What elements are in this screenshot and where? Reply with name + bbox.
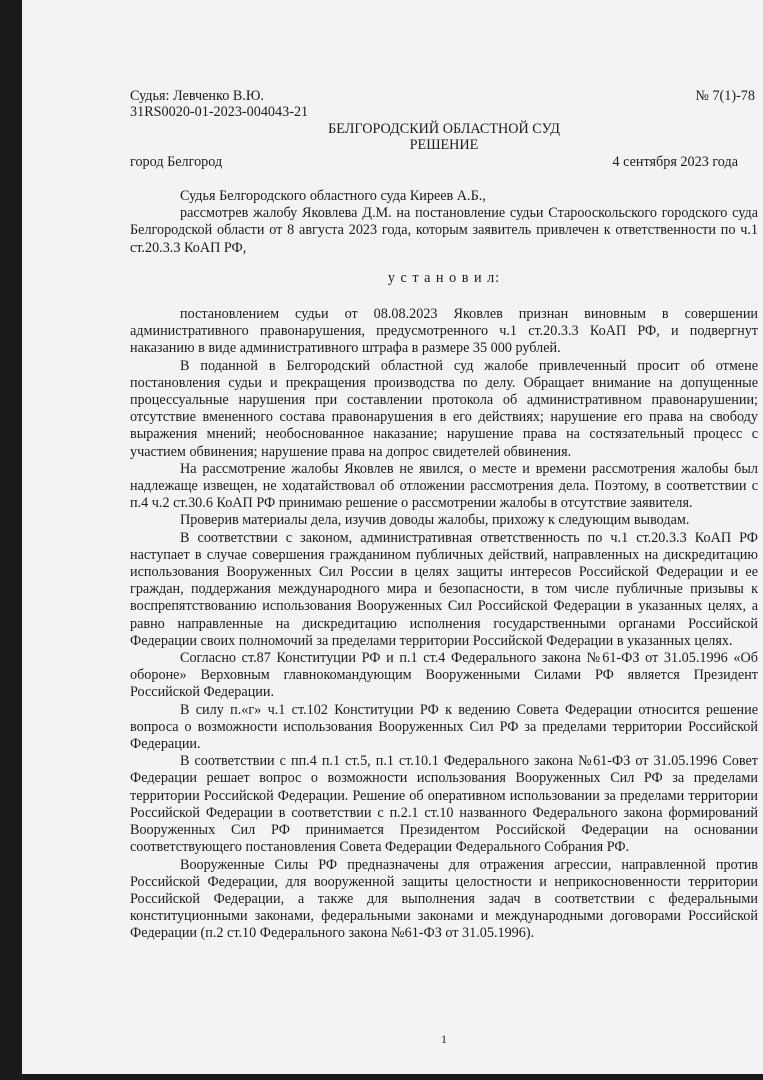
paragraph: В поданной в Белгородский областной суд жалобе привлеченный просит об отмене постановления судьи и прекращения производства по делу. Обращает внимание на допущенные процессуальные нарушения при составлении протокола об административном правонарушении; отсутствие вмененного состава правонарушения в его действиях; нарушение его права на свободу выражения мнений; необоснованное наказание; нарушение права на состязательный процесс с участием обвинения; нарушение права на допрос свидетелей обвинения. <box>130 357 758 460</box>
page-number: 1 <box>441 1032 447 1046</box>
paragraph: В соответствии с законом, административная ответственность по ч.1 ст.20.3.3 КоАП РФ наступает в случае совершения гражданином публичных действий, направленных на дискредитацию использования Вооруженных Сил России в целях защиты интересов Российской Федерации и ее граждан, поддержания международного мира и безопасности, в том числе публичные призывы к воспрепятствованию использования Вооруженных Сил Российской Федерации в указанных целях, а равно направленные на дискредитацию исполнения государственными органами Российской Федерации своих полномочий за пределами территории Российской Федерации в указанных целях. <box>130 529 758 649</box>
intro-judge: Судья Белгородского областного суда Киреев А.Б., <box>180 188 486 204</box>
paragraph: Проверив материалы дела, изучив доводы жалобы, прихожу к следующим выводам. <box>180 512 690 529</box>
document-type: РЕШЕНИЕ <box>409 137 479 153</box>
paragraph: Вооруженные Силы РФ предназначены для отражения агрессии, направленной против Российской Федерации, для вооруженной защиты целостности и неприкосновенности территории Российской Федерации, а также для выполнения задач в соответствии с федеральными конституционными законами, федеральными законами и международными договорами Российской Федерации (п.2 ст.10 Федерального закона №61-ФЗ от 31.05.1996). <box>130 856 758 942</box>
intro-considering: рассмотрев жалобу Яковлева Д.М. на постановление судьи Старооскольского городского суда Белгородской области от 8 августа 2023 года, которым заявитель привлечен к ответственности по ч.1 ст.20.3.3 КоАП РФ, <box>130 205 758 256</box>
paragraph: постановлением судьи от 08.08.2023 Яковлев признан виновным в совершении административного правонарушения, предусмотренного ч.1 ст.20.3.3 КоАП РФ, и подвергнут наказанию в виде административного штрафа в размере 35 000 рублей. <box>130 306 758 357</box>
section-heading: у с т а н о в и л: <box>387 270 501 286</box>
paragraph: На рассмотрение жалобы Яковлев не явился, о месте и времени рассмотрения жалобы был надлежаще извещен, не ходатайствовал об отложении рассмотрения дела. Поэтому, в соответствии с п.4 ч.2 ст.30.6 КоАП РФ принимаю решение о рассмотрении жалобы в отсутствие заявителя. <box>130 460 758 512</box>
paragraph: Согласно ст.87 Конституции РФ и п.1 ст.4 Федерального закона №61-ФЗ от 31.05.1996 «Об обороне» Верховным главнокомандующим Вооруженными Силами РФ является Президент Российской Федерации. <box>130 650 758 701</box>
judge-name: Судья: Левченко В.Ю. <box>130 88 264 104</box>
city: город Белгород <box>130 154 223 170</box>
scan-edge <box>0 1074 763 1080</box>
case-id: 31RS0020-01-2023-004043-21 <box>130 104 309 120</box>
document-page <box>22 0 763 1074</box>
paragraphs <box>130 306 758 943</box>
paragraph: В соответствии с пп.4 п.1 ст.5, п.1 ст.10.1 Федерального закона №61-ФЗ от 31.05.1996 Совет Федерации решает вопрос о возможности использования Вооруженных Сил РФ за пределами территории Российской Федерации. Решение об оперативном использовании за пределами территории Российской Федерации в соответствии с п.2.1 ст.10 названного Федерального закона формирований Вооруженных Сил РФ принимается Президентом Российской Федерации на основании соответствующего постановления Совета Федерации Федерального Собрания РФ. <box>130 753 758 856</box>
paragraph: В силу п.«г» ч.1 ст.102 Конституции РФ к ведению Совета Федерации относится решение вопроса о возможности использования Вооруженных Сил РФ за пределами территории Российской Федерации. <box>130 701 758 753</box>
case-number: № 7(1)-78 <box>695 88 755 104</box>
court-name: БЕЛГОРОДСКИЙ ОБЛАСТНОЙ СУД <box>328 121 560 137</box>
decision-date: 4 сентября 2023 года <box>612 154 738 170</box>
